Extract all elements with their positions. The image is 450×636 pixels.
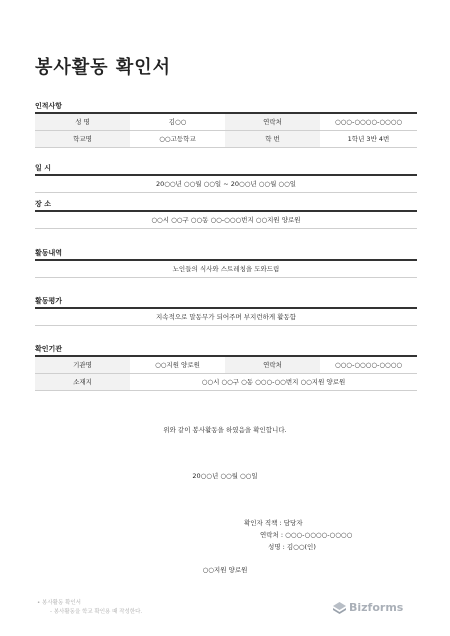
section-institution-label: 확인기관 (35, 345, 63, 353)
signatory-contact: 연락처 : ○○○-○○○○-○○○○ (260, 531, 353, 539)
bullet-icon: • (37, 600, 42, 606)
institution-name-label: 기관명 (35, 357, 130, 373)
row-divider (35, 147, 417, 148)
personal-row-2 (35, 131, 417, 147)
evaluation-value: 지속적으로 말동무가 되어주며 부지런하게 활동함 (155, 313, 297, 321)
class-label: 학 번 (225, 131, 320, 147)
brand-name: Bizforms (349, 601, 404, 614)
section-activity-label: 활동내역 (35, 249, 63, 257)
bizforms-logo-icon (333, 602, 346, 614)
institution-contact-label: 연락처 (225, 357, 320, 373)
row-divider (35, 192, 417, 193)
school-value: ○○고등학교 (159, 135, 196, 143)
class-value: 1학년 3반 4번 (347, 135, 390, 143)
issuer-name: ○○지원 양로원 (202, 566, 248, 574)
footer-note-text: 봉사활동 확인서 (42, 600, 81, 606)
datetime-value: 20○○년 ○○월 ○○일 ~ 20○○년 ○○월 ○○일 (155, 180, 297, 188)
school-label: 학교명 (35, 131, 130, 147)
section-place-label: 장 소 (35, 200, 51, 208)
row-divider (35, 390, 417, 391)
footer-note (37, 598, 81, 606)
row-divider (35, 277, 417, 278)
page-title: 봉사활동 확인서 (35, 57, 171, 78)
contact-value: ○○○-○○○○-○○○○ (334, 118, 403, 126)
institution-contact-value: ○○○-○○○○-○○○○ (334, 361, 403, 369)
issue-date: 20○○년 ○○월 ○○일 (192, 472, 258, 480)
personal-row-1 (35, 114, 417, 130)
row-divider (35, 228, 417, 229)
place-value: ○○시 ○○구 ○○동 ○○-○○○번지 ○○지원 양로원 (151, 216, 301, 224)
contact-label: 연락처 (225, 114, 320, 130)
row-divider (35, 325, 417, 326)
name-value: 김○○ (168, 118, 187, 126)
brand-logo (333, 601, 403, 614)
institution-row-2 (35, 374, 417, 390)
institution-row-1 (35, 357, 417, 373)
confirm-statement: 위와 같이 봉사활동을 하였음을 확인합니다. (163, 426, 287, 434)
signatory-position: 확인자 직책 : 담당자 (244, 519, 303, 527)
footer-subnote: - 봉사활동을 학교 확인용 때 작성한다. (50, 609, 143, 615)
institution-address-value: ○○시 ○○구 ○동 ○○○-○○번지 ○○지원 양로원 (201, 378, 346, 386)
section-personal-label: 인적사항 (35, 102, 63, 110)
section-evaluation-label: 활동평가 (35, 297, 63, 305)
institution-name-value: ○○지원 양로원 (155, 361, 200, 369)
name-label: 성 명 (35, 114, 130, 130)
signatory-name: 성명 : 김○○(인) (268, 543, 316, 551)
institution-address-label: 소재지 (35, 374, 130, 390)
section-datetime-label: 일 시 (35, 164, 51, 172)
activity-value: 노인들의 식사와 스트레칭을 도와드림 (172, 265, 280, 273)
